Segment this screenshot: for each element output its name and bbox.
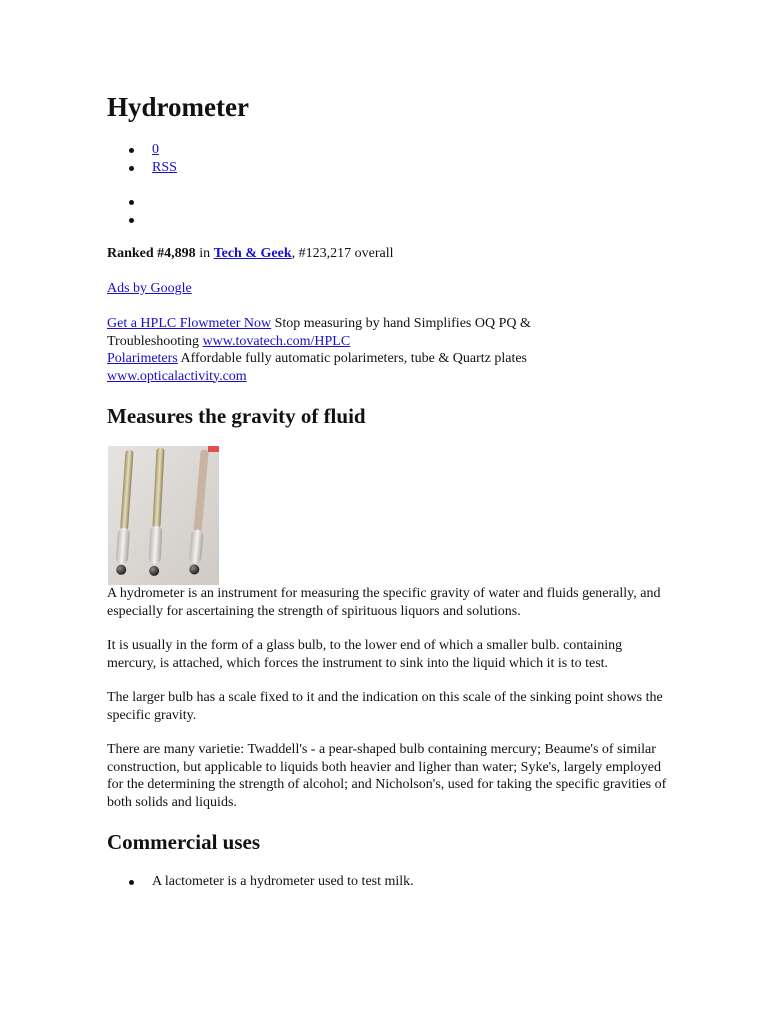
paragraph-varieties: There are many varietie: Twaddell's - a pear-shaped bulb containing mercury; Beaume's of similar construction, but applicable to liquids both heavier and ligher than water; Syke's, largely employed for the determining the strength of alcohol; and Nicholson's, used for taking the specific gravities of both solids and liquids. [107,742,667,810]
rank-value: Ranked #4,898 [107,246,196,261]
ad1-text-continued: Troubleshooting [107,333,203,349]
list-item [107,193,152,211]
bullet-icon [129,148,134,153]
section-heading-commercial: Commercial uses [107,830,260,854]
empty-list [107,193,152,228]
ad1-text: Stop measuring by hand Simplifies OQ PQ & [271,316,531,331]
bullet-icon [129,218,134,223]
paragraph-scale: The larger bulb has a scale fixed to it and the indication on this scale of the sinking point shows the specific gravity. [107,690,663,723]
list-item-text: A lactometer is a hydrometer used to test milk. [152,874,414,889]
section-heading-measures: Measures the gravity of fluid [107,404,366,428]
commercial-uses-list [107,873,414,891]
ad2-line2 [107,368,587,386]
ad1-title-link[interactable]: Get a HPLC Flowmeter Now [107,316,272,331]
bullet-icon [129,166,134,171]
rank-in-text: in [195,246,214,261]
ad1-url-link[interactable]: www.tovatech.com/HPLC [202,333,351,349]
list-item [107,159,177,177]
ad2-line1 [107,350,587,368]
ad2-text: Affordable fully automatic polarimeters, tube & Quartz plates [177,351,528,366]
list-item [107,873,414,891]
ads-block [107,315,587,385]
paragraph-form: It is usually in the form of a glass bulb, to the lower end of which a smaller bulb. containing mercury, is attached, which forces the instrument to sink into the liquid which it is to test. [107,638,623,671]
ad2-url-link[interactable]: www.opticalactivity.com [107,368,247,384]
top-links-list [107,141,177,176]
page-title: Hydrometer [107,92,249,122]
rank-overall: , #123,217 overall [291,246,394,261]
ads-by-google-link[interactable]: Ads by Google [107,281,192,296]
list-item [107,211,152,229]
paragraph-definition: A hydrometer is an instrument for measuring the specific gravity of water and fluids generally, and especially for ascertaining the strength of spirituous liquors and solutions. [107,586,661,619]
ad1-line1 [107,315,587,333]
rss-link[interactable]: RSS [152,159,177,175]
category-link[interactable]: Tech & Geek [213,246,292,261]
ad2-title-link[interactable]: Polarimeters [107,351,178,366]
ranking-line [107,245,394,263]
ads-label [107,280,192,298]
list-item [107,141,177,159]
ad1-line2 [107,333,587,351]
comments-count-link[interactable]: 0 [152,142,159,157]
bullet-icon [129,880,134,885]
hydrometers-photo-icon [108,446,219,585]
bullet-icon [129,200,134,205]
